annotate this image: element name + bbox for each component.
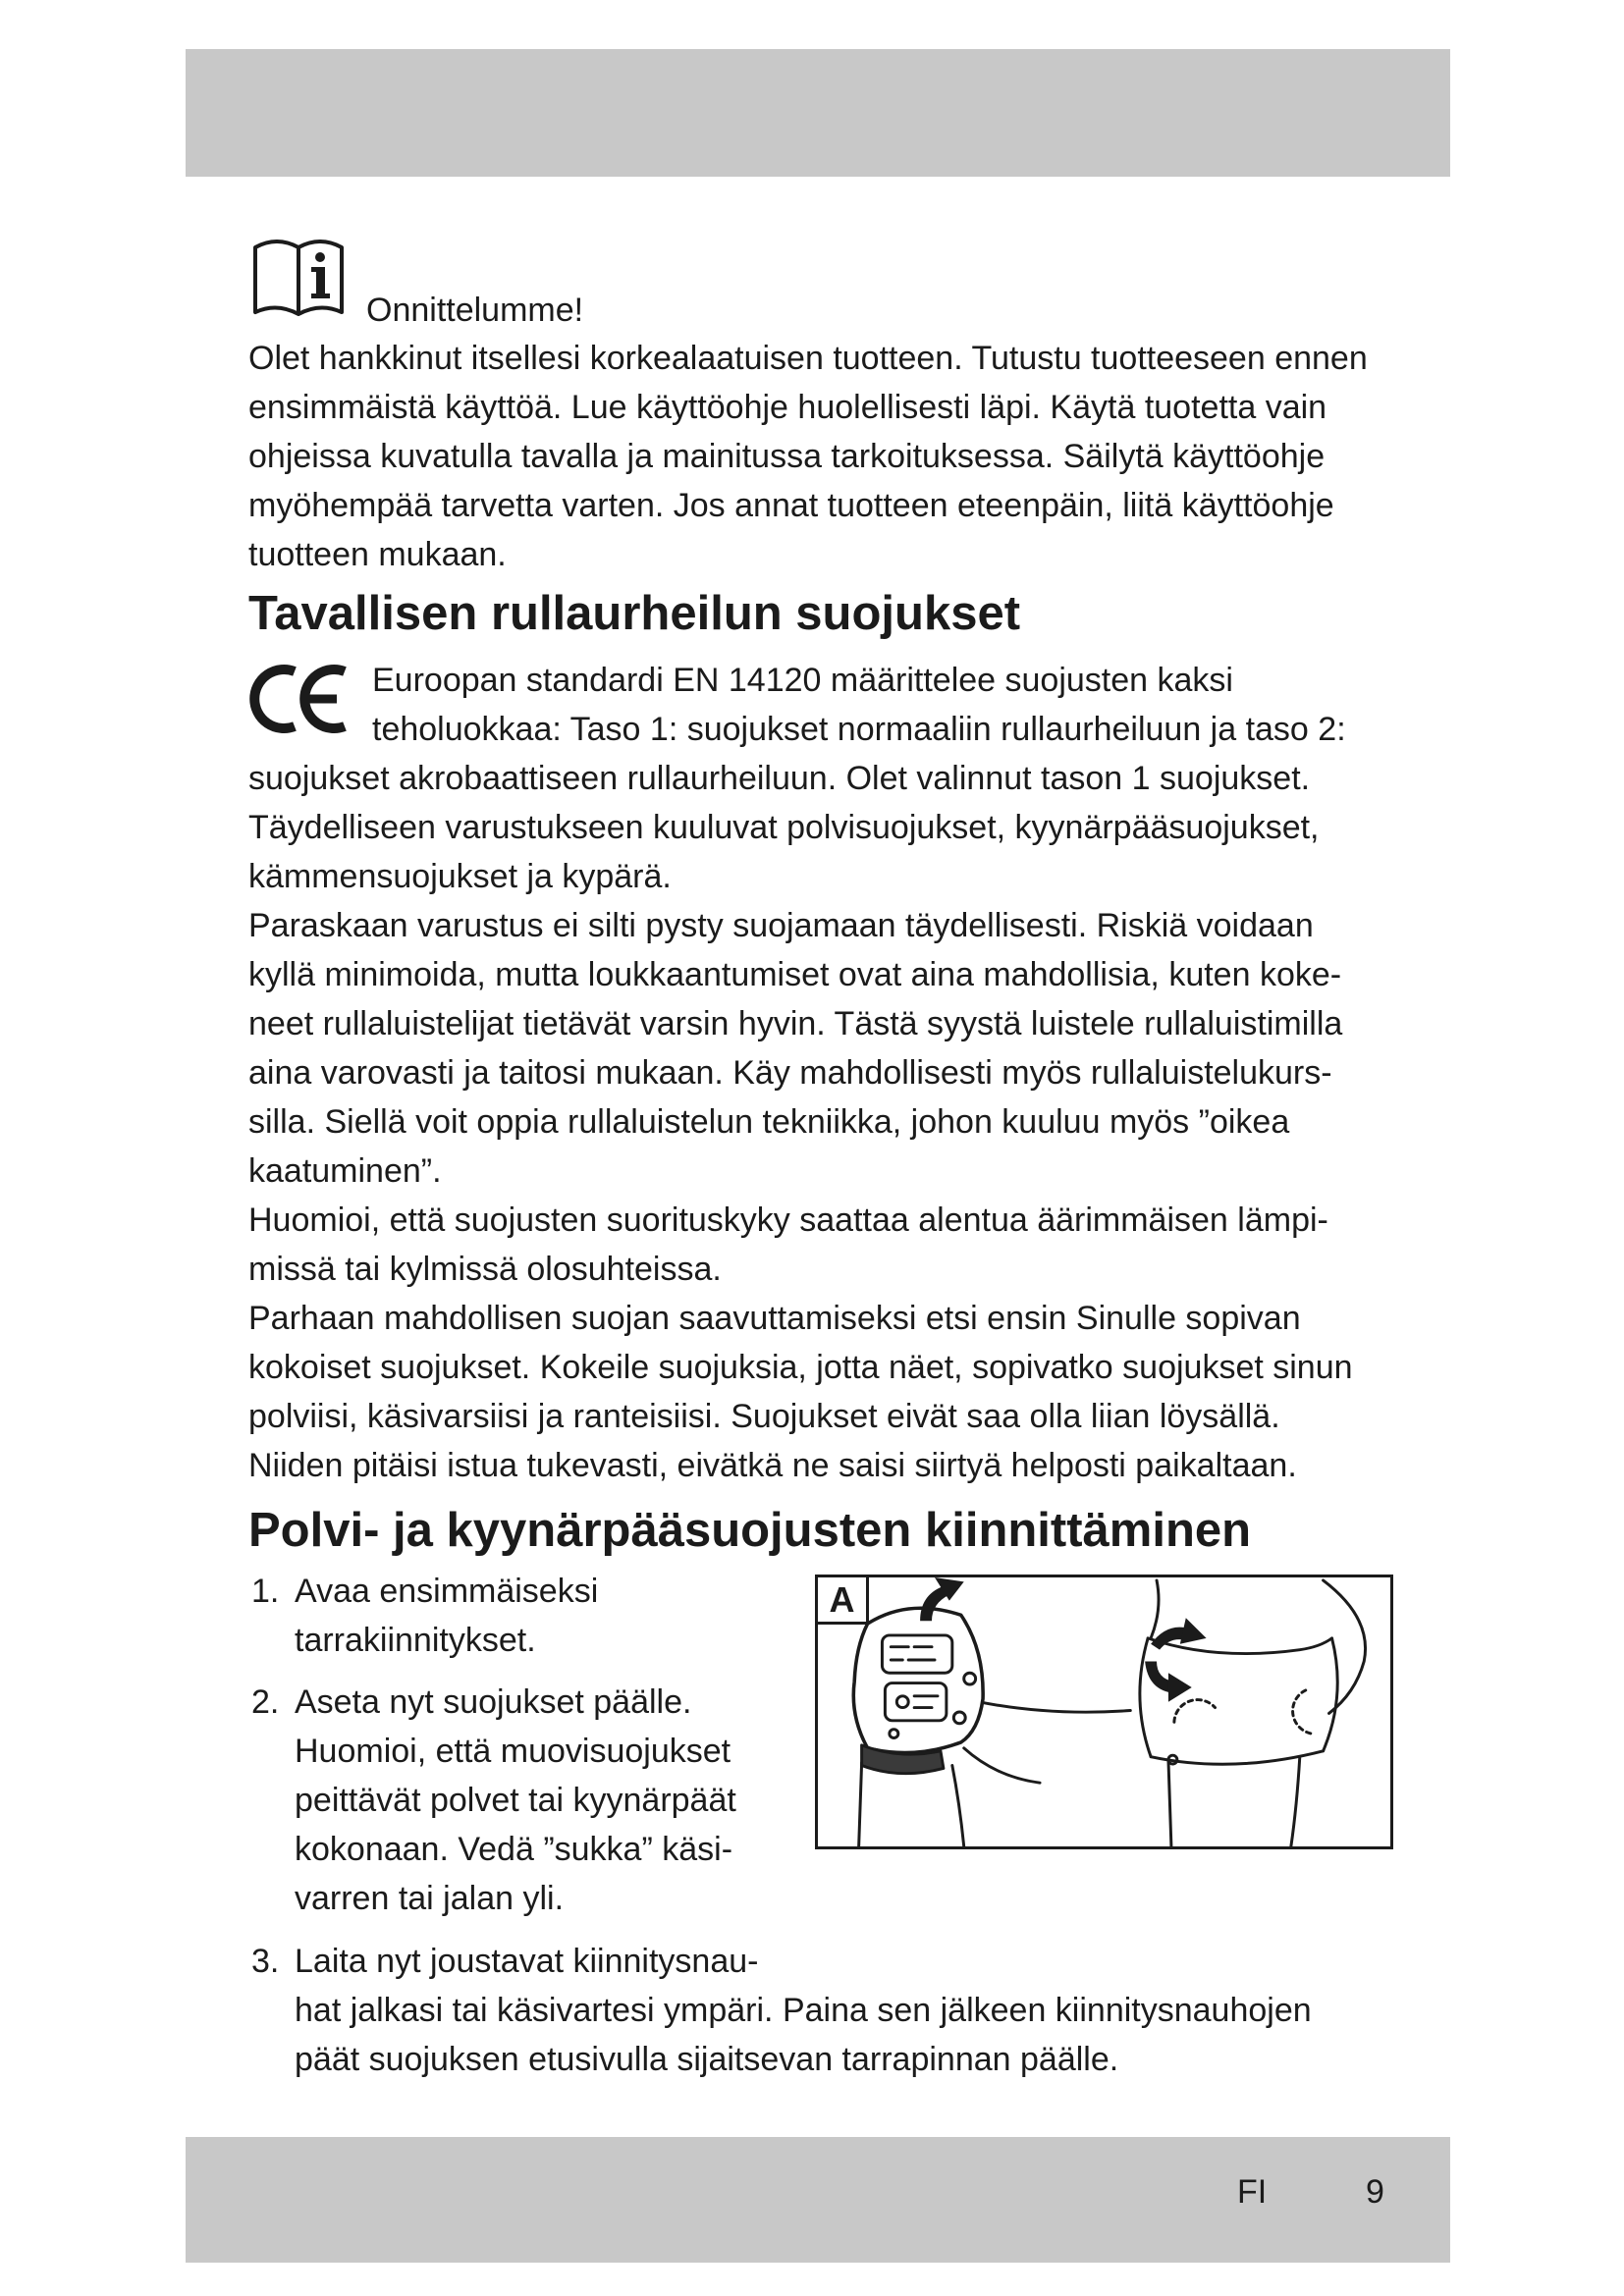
body-text-line: peittävät polvet tai kyynärpäät: [295, 1782, 736, 1819]
body-text-line: polviisi, käsivarsiisi ja ranteisiisi. Suojukset eivät saa olla liian löysällä.: [248, 1398, 1280, 1435]
body-text-line: hat jalkasi tai käsivartesi ympäri. Paina sen jälkeen kiinnitysnauhojen: [295, 1992, 1312, 2029]
section-heading: Polvi- ja kyynärpääsuojusten kiinnittäminen: [248, 1504, 1252, 1557]
body-text-line: Avaa ensimmäiseksi: [295, 1573, 599, 1610]
body-text-line: silla. Siellä voit oppia rullaluistelun tekniikka, johon kuuluu myös ”oikea: [248, 1103, 1290, 1141]
body-text-line: tarrakiinnitykset.: [295, 1622, 536, 1659]
body-text-line: kyllä minimoida, mutta loukkaantumiset ovat aina mahdollisia, kuten koke-: [248, 956, 1342, 993]
language-code: FI: [1237, 2173, 1268, 2211]
knee-pad-drawing: [853, 1608, 983, 1752]
body-text-line: kokonaan. Vedä ”sukka” käsi-: [295, 1831, 733, 1868]
body-text-line: päät suojuksen etusivulla sijaitsevan tarrapinnan päälle.: [295, 2041, 1119, 2078]
body-text-line: varren tai jalan yli.: [295, 1880, 565, 1917]
body-text-line: ensimmäistä käyttöä. Lue käyttöohje huolellisesti läpi. Käytä tuotetta vain: [248, 389, 1327, 426]
step-text: [248, 1567, 598, 1665]
step-number: 3.: [251, 1943, 280, 1980]
step-number: 2.: [251, 1683, 280, 1721]
temperature-paragraph: [248, 1196, 1353, 1294]
body-text-line: myöhempää tarvetta varten. Jos annat tuotteen eteenpäin, liitä käyttöohje: [248, 487, 1334, 524]
body-text-line: missä tai kylmissä olosuhteissa.: [248, 1251, 722, 1288]
figure-label: A: [818, 1577, 869, 1625]
header-band: [186, 49, 1450, 177]
body-text-line: Parhaan mahdollisen suojan saavuttamiseksi etsi ensin Sinulle sopivan: [248, 1300, 1301, 1337]
body-text-line: Niiden pitäisi istua tukevasti, eivätkä ne saisi siirtyä helposti paikaltaan.: [248, 1447, 1297, 1484]
body-text-line: kokoiset suojukset. Kokeile suojuksia, jotta näet, sopivatko suojukset sinun: [248, 1349, 1353, 1386]
step-text: [248, 1937, 1312, 2084]
leg-with-strap-drawing: [1140, 1580, 1366, 1846]
protection-standard-text: [248, 656, 1353, 1490]
knee-pad-fitting-illustration: [818, 1577, 1390, 1846]
sizing-paragraph: [248, 1294, 1353, 1490]
step-item: [248, 1567, 598, 1665]
info-book-icon: [251, 234, 346, 320]
figure-a: [815, 1575, 1393, 1849]
body-text-line: Laita nyt joustavat kiinnitysnau-: [295, 1943, 759, 1980]
body-text-line: ohjeissa kuvatulla tavalla ja mainitussa tarkoituksessa. Säilytä käyttöohje: [248, 438, 1326, 475]
body-text-line: Euroopan standardi EN 14120 määrittelee suojusten kaksi: [372, 662, 1233, 699]
page-number: 9: [1366, 2173, 1384, 2211]
body-text-line: kaatuminen”.: [248, 1152, 442, 1190]
body-text-line: Huomioi, että suojusten suorituskyky saattaa alentua äärimmäisen lämpi-: [248, 1201, 1328, 1239]
footer-band: [186, 2137, 1450, 2263]
step-item: [248, 1678, 736, 1923]
body-text-line: neet rullaluistelijat tietävät varsin hyvin. Tästä syystä luistele rullaluistimilla: [248, 1005, 1343, 1042]
body-text-line: Aseta nyt suojukset päälle.: [295, 1683, 692, 1721]
body-text-line: Olet hankkinut itsellesi korkealaatuisen tuotteen. Tutustu tuotteeseen ennen: [248, 340, 1368, 377]
body-text-line: kämmensuojukset ja kypärä.: [248, 858, 672, 895]
body-text-line: aina varovasti ja taitosi mukaan. Käy mahdollisesti myös rullaluistelukurs-: [248, 1054, 1332, 1092]
step-item: [248, 1937, 1312, 2084]
step-number: 1.: [251, 1573, 280, 1610]
safety-paragraph: [248, 901, 1353, 1196]
body-text-line: Täydelliseen varustukseen kuuluvat polvisuojukset, kyynärpääsuojukset,: [248, 809, 1320, 846]
greeting-text: Onnittelumme!: [366, 292, 584, 329]
body-text-line: tuotteen mukaan.: [248, 536, 507, 573]
intro-paragraph: [248, 334, 1368, 579]
standard-paragraph: [248, 656, 1353, 901]
body-text-line: teholuokkaa: Taso 1: suojukset normaaliin rullaurheiluun ja taso 2:: [372, 711, 1346, 748]
body-text-line: Huomioi, että muovisuojukset: [295, 1733, 731, 1770]
step-text: [248, 1678, 736, 1923]
body-text-line: Paraskaan varustus ei silti pysty suojamaan täydellisesti. Riskiä voidaan: [248, 907, 1314, 944]
body-text-line: suojukset akrobaattiseen rullaurheiluun. Olet valinnut tason 1 suojukset.: [248, 760, 1311, 797]
section-heading: Tavallisen rullaurheilun suojukset: [248, 587, 1021, 640]
